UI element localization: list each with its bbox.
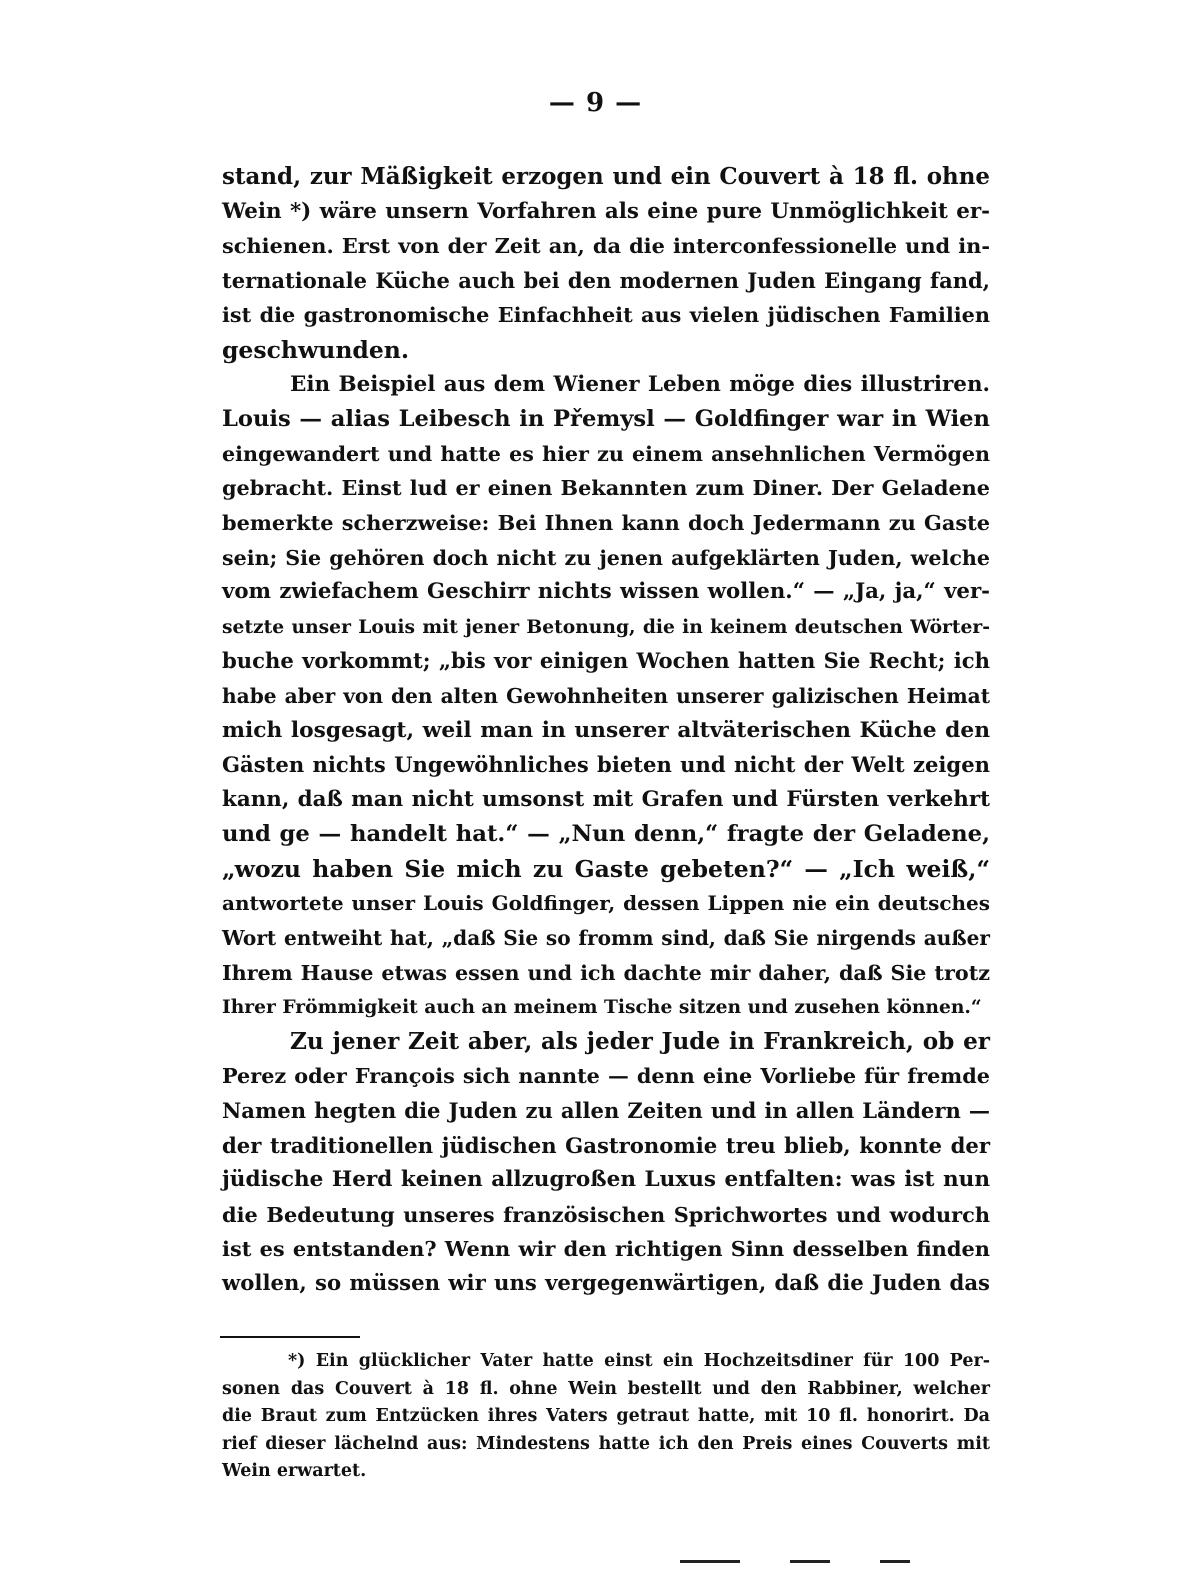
body-text-line: antwortete unser Louis Goldfinger, dessen Lippen nie ein deutsches [222,891,990,916]
body-text-line: Gästen nichts Ungewöhnliches bieten und nicht der Welt zeigen [222,752,990,778]
body-text [222,160,990,1302]
footnote [222,1348,990,1486]
body-text-line: stand, zur Mäßigkeit erzogen und ein Couvert à 18 fl. ohne [222,163,990,190]
footnote-line: Wein erwartet. [222,1461,367,1481]
body-text-line: Wein *) wäre unsern Vorfahren als eine pure Unmöglichkeit er- [222,198,990,224]
body-text-line: habe aber von den alten Gewohnheiten unserer galizischen Heimat [222,683,990,708]
footnote-line: die Braut zum Entzücken ihres Vaters getraut hatte, mit 10 fl. honorirt. Da [222,1406,990,1426]
body-text-line: kann, daß man nicht umsonst mit Grafen und Fürsten verkehrt [222,786,990,812]
body-text-line: setzte unser Louis mit jener Betonung, die in keinem deutschen Wörter- [222,615,990,638]
body-text-line: Wort entweiht hat, „daß Sie so fromm sind, daß Sie nirgends außer [222,926,990,951]
page-number: — 9 — [548,88,643,118]
body-text-line: geschwunden. [222,335,410,364]
body-text-line: und ge — handelt hat.“ — „Nun denn,“ fragte der Geladene, [222,821,990,848]
body-text-line: eingewandert und hatte es hier zu einem ansehnlichen Vermögen [222,441,990,466]
body-text-line: ternationale Küche auch bei den modernen Juden Eingang fand, [222,267,990,293]
body-text-line: Ihrem Hause etwas essen und ich dachte mir daher, daß Sie trotz [222,960,990,985]
body-text-line: gebracht. Einst lud er einen Bekannten zum Diner. Der Geladene [222,475,990,501]
body-text-line: schienen. Erst von der Zeit an, da die interconfessionelle und in- [222,233,990,259]
body-text-line: sein; Sie gehören doch nicht zu jenen aufgeklärten Juden, welche [222,545,990,570]
body-text-line: wollen, so müssen wir uns vergegenwärtigen, daß die Juden das [222,1271,990,1296]
body-text-line: mich losgesagt, weil man in unserer altväterischen Küche den [222,717,990,743]
footnote-line: rief dieser lächelnd aus: Mindestens hatte ich den Preis eines Couverts mit [222,1433,990,1454]
body-text-line: buche vorkommt; „bis vor einigen Wochen hatten Sie Recht; ich [222,648,990,674]
body-text-line: „wozu haben Sie mich zu Gaste gebeten?“ — „Ich weiß,“ [222,854,990,883]
body-text-line: vom zwiefachem Geschirr nichts wissen wollen.“ — „Ja, ja,“ ver- [222,579,990,605]
body-text-line: Perez oder François sich nannte — denn eine Vorliebe für fremde [222,1063,990,1089]
body-text-line: die Bedeutung unseres französischen Sprichwortes und wodurch [222,1201,990,1227]
body-text-line: Louis — alias Leibesch in Přemysl — Goldfinger war in Wien [222,406,990,433]
body-text-line: Zu jener Zeit aber, als jeder Jude in Frankreich, ob er [290,1027,990,1055]
body-text-line: jüdische Herd keinen allzugroßen Luxus entfalten: was ist nun [222,1167,990,1193]
footnote-separator [220,1336,360,1338]
body-text-line: Ihrer Frömmigkeit auch an meinem Tische sitzen und zusehen können.“ [222,996,982,1019]
body-text-line: ist die gastronomische Einfachheit aus vielen jüdischen Familien [222,302,990,328]
body-text-line: Ein Beispiel aus dem Wiener Leben möge dies illustriren. [290,371,990,397]
body-text-line: ist es entstanden? Wenn wir den richtigen Sinn desselben finden [222,1236,990,1262]
footnote-line: sonen das Couvert à 18 fl. ohne Wein bestellt und den Rabbiner, welcher [222,1378,990,1399]
body-text-line: der traditionellen jüdischen Gastronomie treu blieb, konnte der [222,1132,990,1158]
body-text-line: bemerkte scherzweise: Bei Ihnen kann doch Jedermann zu Gaste [222,509,990,535]
body-text-line: Namen hegten die Juden zu allen Zeiten und in allen Ländern — [222,1098,990,1124]
bottom-scan-marks [660,1556,940,1566]
footnote-line: *) Ein glücklicher Vater hatte einst ein Hochzeitsdiner für 100 Per- [288,1351,990,1371]
